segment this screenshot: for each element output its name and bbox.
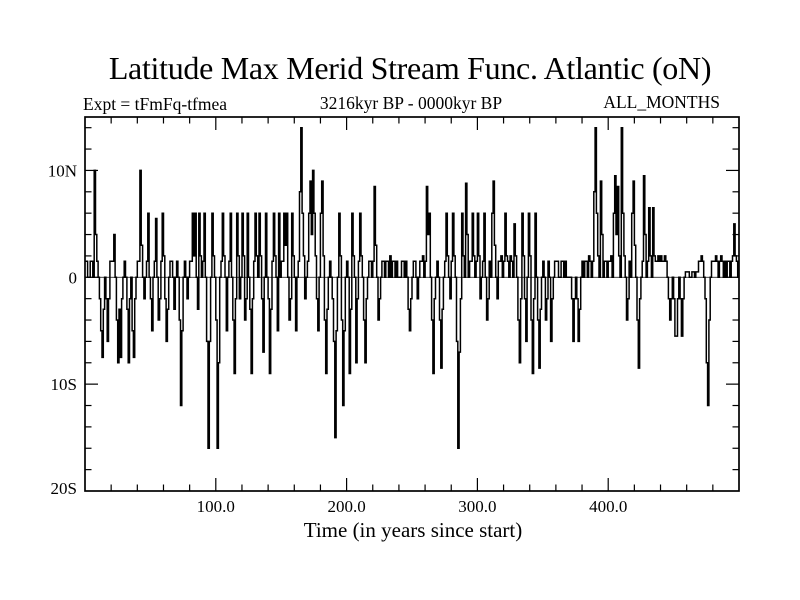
- data-series: [85, 128, 739, 449]
- x-tick-label: 300.0: [458, 497, 497, 516]
- period-label: 3216kyr BP - 0000kyr BP: [319, 93, 503, 113]
- x-tick-label: 100.0: [196, 497, 235, 516]
- x-axis-title: Time (in years since start): [303, 518, 523, 542]
- y-tick-label: 0: [68, 268, 77, 288]
- y-tick-label: 20S: [50, 479, 77, 498]
- x-tick-label: 400.0: [589, 497, 628, 516]
- chart-title: Latitude Max Merid Stream Func. Atlantic (oN): [108, 50, 712, 86]
- plot-area: [48, 117, 739, 516]
- y-tick-label: 10S: [50, 375, 77, 395]
- experiment-label: Expt = tFmFq-tfmea: [83, 94, 228, 114]
- x-tick-label: 200.0: [327, 497, 366, 516]
- y-tick-label: 10N: [47, 161, 77, 181]
- months-label: ALL_MONTHS: [603, 92, 720, 112]
